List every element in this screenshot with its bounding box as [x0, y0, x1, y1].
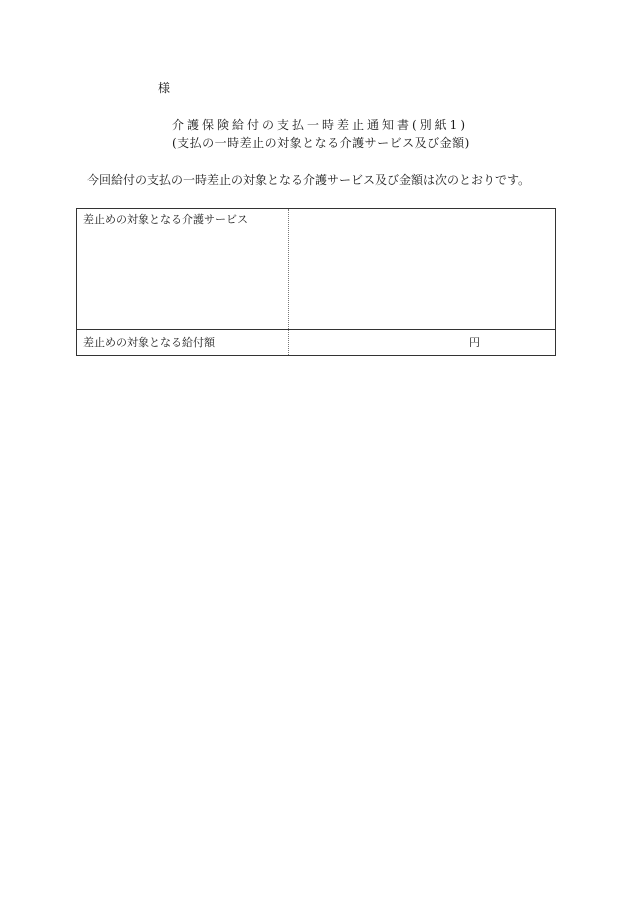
suspension-detail-table — [76, 208, 556, 356]
document-subtitle: (支払の一時差止の対象となる介護サービス及び金額) — [172, 136, 470, 150]
table-row-amount — [77, 330, 555, 355]
services-label: 差止めの対象となる介護サービス — [83, 213, 248, 226]
table-row-services — [77, 209, 555, 330]
amount-label: 差止めの対象となる給付額 — [83, 336, 215, 349]
document-title: 介護保険給付の支払一時差止通知書(別紙1) — [172, 118, 468, 132]
intro-text: 今回給付の支払の一時差止の対象となる介護サービス及び金額は次のとおりです。 — [87, 173, 531, 187]
services-label-cell — [77, 209, 289, 329]
services-value-cell — [289, 209, 555, 329]
amount-label-cell — [77, 330, 289, 355]
addressee-suffix: 様 — [158, 81, 171, 95]
amount-value-cell — [289, 330, 555, 355]
yen-unit: 円 — [469, 336, 480, 349]
